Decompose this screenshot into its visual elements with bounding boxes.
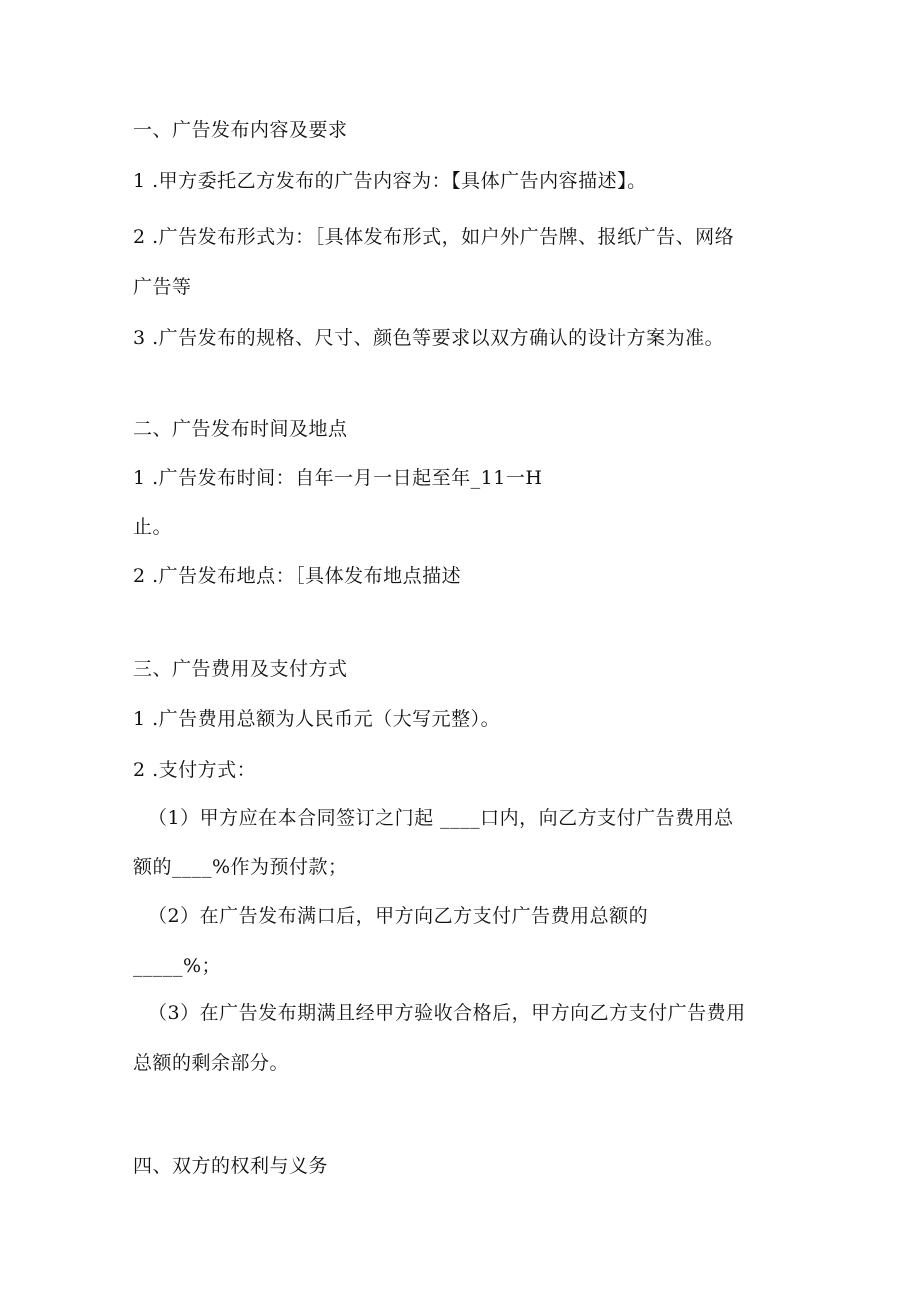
section-2-heading: 二、广告发布时间及地点	[133, 418, 348, 440]
section-1-line-2-cont: 广告等	[133, 276, 192, 298]
section-3-line-2: 2 .支付方式：	[133, 759, 257, 781]
section-3-item-2: （2）在广告发布满口后，甲方向乙方支付广告费用总额的	[148, 905, 649, 927]
section-3-heading: 三、广告费用及支付方式	[133, 658, 348, 680]
section-3-item-1: （1）甲方应在本合同签订之门起 ____口内，向乙方支付广告费用总	[148, 807, 734, 829]
section-1-line-2: 2 .广告发布形式为：［具体发布形式，如户外广告牌、报纸广告、网络	[133, 226, 735, 248]
section-3-item-2-cont: _____%；	[133, 955, 222, 977]
section-3-item-3-cont: 总额的剩余部分。	[133, 1052, 290, 1074]
section-3-item-1-cont: 额的____%作为预付款；	[133, 856, 348, 878]
section-3-line-1: 1 .广告费用总额为人民币元（大写元整）。	[133, 708, 501, 730]
section-1-line-3: 3 .广告发布的规格、尺寸、颜色等要求以双方确认的设计方案为准。	[133, 327, 725, 349]
section-2-line-2: 2 .广告发布地点：［具体发布地点描述	[133, 565, 462, 587]
section-2-line-1: 1 .广告发布时间：自年一月一日起至年_11一H	[133, 467, 543, 489]
section-1-line-1: 1 .甲方委托乙方发布的广告内容为：【具体广告内容描述】。	[133, 170, 647, 192]
section-3-item-3: （3）在广告发布期满且经甲方验收合格后，甲方向乙方支付广告费用	[148, 1002, 746, 1024]
section-1-heading: 一、广告发布内容及要求	[133, 119, 348, 141]
section-2-line-1-cont: 止。	[133, 516, 173, 538]
section-4-heading: 四、双方的权利与义务	[133, 1155, 329, 1177]
